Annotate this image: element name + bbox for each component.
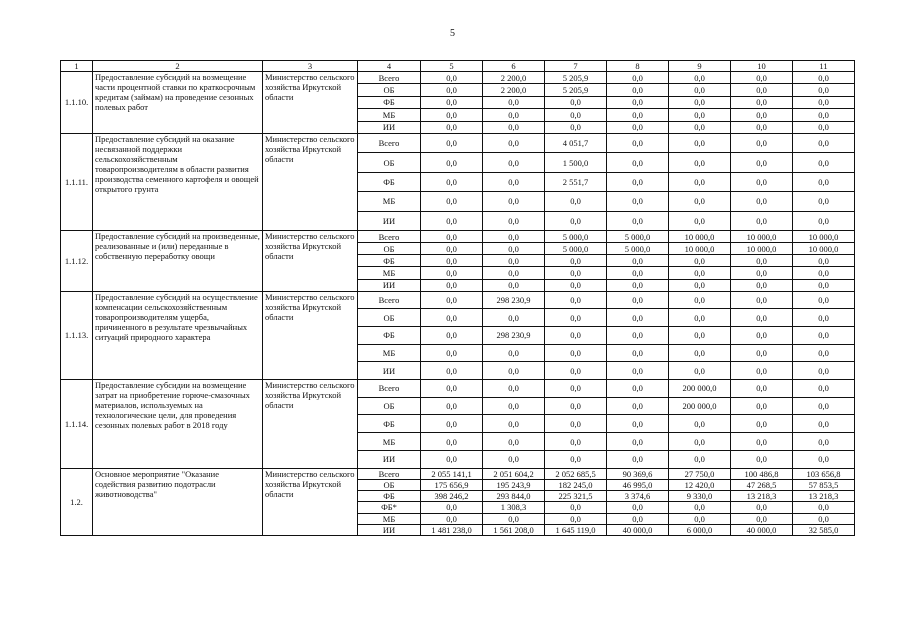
value-cell: 0,0 <box>793 192 855 211</box>
value-cell: 2 055 141,1 <box>421 468 483 479</box>
table-row <box>61 230 855 242</box>
value-cell: 0,0 <box>793 211 855 230</box>
value-cell: 0,0 <box>545 451 607 469</box>
funding-source: Всего <box>358 379 421 397</box>
value-cell: 0,0 <box>669 133 731 152</box>
value-cell: 0,0 <box>793 72 855 84</box>
value-cell: 0,0 <box>421 267 483 279</box>
table-body <box>61 72 855 536</box>
funding-source: ИИ <box>358 121 421 133</box>
value-cell: 0,0 <box>545 96 607 108</box>
value-cell: 0,0 <box>607 397 669 415</box>
value-cell: 0,0 <box>669 513 731 524</box>
executor: Министерство сельского хозяйства Иркутской области <box>263 291 358 379</box>
value-cell: 0,0 <box>607 502 669 513</box>
value-cell: 1 308,3 <box>483 502 545 513</box>
value-cell: 0,0 <box>669 96 731 108</box>
value-cell: 2 200,0 <box>483 84 545 96</box>
funding-source: ИИ <box>358 211 421 230</box>
value-cell: 0,0 <box>545 379 607 397</box>
funding-source: ОБ <box>358 84 421 96</box>
value-cell: 0,0 <box>669 309 731 327</box>
table-row <box>61 468 855 479</box>
funding-source: ОБ <box>358 309 421 327</box>
value-cell: 200 000,0 <box>669 397 731 415</box>
value-cell: 0,0 <box>793 415 855 433</box>
value-cell: 0,0 <box>607 72 669 84</box>
value-cell: 0,0 <box>669 172 731 191</box>
funding-source: ОБ <box>358 479 421 490</box>
value-cell: 0,0 <box>607 327 669 345</box>
value-cell: 0,0 <box>731 291 793 309</box>
value-cell: 0,0 <box>421 133 483 152</box>
value-cell: 90 369,6 <box>607 468 669 479</box>
funding-source: ОБ <box>358 153 421 172</box>
value-cell: 13 218,3 <box>731 491 793 502</box>
value-cell: 0,0 <box>421 415 483 433</box>
value-cell: 0,0 <box>731 121 793 133</box>
value-cell: 0,0 <box>607 309 669 327</box>
value-cell: 0,0 <box>421 433 483 451</box>
funding-source: ИИ <box>358 451 421 469</box>
value-cell: 2 051 604,2 <box>483 468 545 479</box>
value-cell: 0,0 <box>421 344 483 362</box>
col-header-2: 2 <box>93 61 263 72</box>
value-cell: 398 246,2 <box>421 491 483 502</box>
value-cell: 0,0 <box>483 309 545 327</box>
value-cell: 0,0 <box>483 279 545 291</box>
value-cell: 9 330,0 <box>669 491 731 502</box>
value-cell: 0,0 <box>669 267 731 279</box>
value-cell: 0,0 <box>731 255 793 267</box>
value-cell: 0,0 <box>545 211 607 230</box>
value-cell: 0,0 <box>545 327 607 345</box>
value-cell: 0,0 <box>545 291 607 309</box>
item-number: 1.1.10. <box>61 72 93 134</box>
value-cell: 0,0 <box>793 502 855 513</box>
value-cell: 0,0 <box>421 279 483 291</box>
value-cell: 0,0 <box>483 133 545 152</box>
value-cell: 0,0 <box>607 433 669 451</box>
value-cell: 0,0 <box>607 344 669 362</box>
funding-source: ФБ <box>358 327 421 345</box>
value-cell: 0,0 <box>545 109 607 121</box>
value-cell: 298 230,9 <box>483 327 545 345</box>
value-cell: 0,0 <box>483 362 545 380</box>
value-cell: 0,0 <box>669 502 731 513</box>
value-cell: 0,0 <box>793 397 855 415</box>
value-cell: 0,0 <box>545 121 607 133</box>
value-cell: 0,0 <box>483 267 545 279</box>
value-cell: 0,0 <box>483 397 545 415</box>
value-cell: 4 051,7 <box>545 133 607 152</box>
value-cell: 0,0 <box>545 513 607 524</box>
value-cell: 0,0 <box>669 344 731 362</box>
funding-source: ИИ <box>358 362 421 380</box>
value-cell: 0,0 <box>607 279 669 291</box>
value-cell: 0,0 <box>607 211 669 230</box>
col-header-3: 3 <box>263 61 358 72</box>
value-cell: 12 420,0 <box>669 479 731 490</box>
col-header-4: 4 <box>358 61 421 72</box>
value-cell: 0,0 <box>421 327 483 345</box>
value-cell: 0,0 <box>545 415 607 433</box>
col-header-8: 8 <box>607 61 669 72</box>
funding-source: ИИ <box>358 279 421 291</box>
value-cell: 0,0 <box>731 133 793 152</box>
value-cell: 0,0 <box>731 153 793 172</box>
value-cell: 1 500,0 <box>545 153 607 172</box>
funding-source: Всего <box>358 230 421 242</box>
value-cell: 0,0 <box>607 513 669 524</box>
executor: Министерство сельского хозяйства Иркутской области <box>263 230 358 291</box>
value-cell: 0,0 <box>545 255 607 267</box>
item-number: 1.1.13. <box>61 291 93 379</box>
value-cell: 0,0 <box>669 279 731 291</box>
value-cell: 2 200,0 <box>483 72 545 84</box>
value-cell: 5 000,0 <box>545 230 607 242</box>
funding-source: МБ <box>358 267 421 279</box>
value-cell: 0,0 <box>793 362 855 380</box>
value-cell: 57 853,5 <box>793 479 855 490</box>
value-cell: 0,0 <box>669 109 731 121</box>
value-cell: 0,0 <box>731 502 793 513</box>
value-cell: 0,0 <box>793 172 855 191</box>
value-cell: 0,0 <box>731 397 793 415</box>
value-cell: 0,0 <box>793 84 855 96</box>
value-cell: 0,0 <box>483 433 545 451</box>
value-cell: 46 995,0 <box>607 479 669 490</box>
value-cell: 0,0 <box>545 279 607 291</box>
value-cell: 0,0 <box>421 255 483 267</box>
value-cell: 0,0 <box>731 513 793 524</box>
table-row <box>61 379 855 397</box>
value-cell: 5 205,9 <box>545 84 607 96</box>
col-header-5: 5 <box>421 61 483 72</box>
value-cell: 32 585,0 <box>793 524 855 535</box>
funding-source: ФБ <box>358 255 421 267</box>
value-cell: 5 000,0 <box>607 243 669 255</box>
value-cell: 0,0 <box>421 243 483 255</box>
value-cell: 0,0 <box>607 109 669 121</box>
value-cell: 0,0 <box>483 211 545 230</box>
value-cell: 0,0 <box>607 153 669 172</box>
value-cell: 0,0 <box>731 327 793 345</box>
value-cell: 0,0 <box>731 451 793 469</box>
value-cell: 0,0 <box>731 211 793 230</box>
value-cell: 0,0 <box>421 211 483 230</box>
value-cell: 0,0 <box>669 255 731 267</box>
value-cell: 0,0 <box>669 192 731 211</box>
value-cell: 0,0 <box>421 513 483 524</box>
value-cell: 10 000,0 <box>669 230 731 242</box>
value-cell: 0,0 <box>421 121 483 133</box>
value-cell: 0,0 <box>421 192 483 211</box>
executor: Министерство сельского хозяйства Иркутской области <box>263 133 358 230</box>
value-cell: 0,0 <box>545 362 607 380</box>
value-cell: 100 486,8 <box>731 468 793 479</box>
value-cell: 13 218,3 <box>793 491 855 502</box>
value-cell: 0,0 <box>483 192 545 211</box>
value-cell: 3 374,6 <box>607 491 669 502</box>
item-number: 1.2. <box>61 468 93 535</box>
value-cell: 0,0 <box>731 84 793 96</box>
value-cell: 195 243,9 <box>483 479 545 490</box>
table-row <box>61 72 855 84</box>
item-number: 1.1.14. <box>61 379 93 468</box>
value-cell: 0,0 <box>731 379 793 397</box>
value-cell: 0,0 <box>793 121 855 133</box>
value-cell: 10 000,0 <box>793 243 855 255</box>
value-cell: 225 321,5 <box>545 491 607 502</box>
value-cell: 0,0 <box>483 96 545 108</box>
value-cell: 0,0 <box>421 172 483 191</box>
value-cell: 0,0 <box>483 451 545 469</box>
value-cell: 0,0 <box>607 267 669 279</box>
value-cell: 0,0 <box>483 415 545 433</box>
funding-source: МБ <box>358 513 421 524</box>
value-cell: 0,0 <box>731 362 793 380</box>
value-cell: 0,0 <box>731 415 793 433</box>
value-cell: 0,0 <box>731 279 793 291</box>
value-cell: 0,0 <box>607 255 669 267</box>
value-cell: 0,0 <box>607 415 669 433</box>
value-cell: 0,0 <box>483 121 545 133</box>
value-cell: 0,0 <box>669 362 731 380</box>
value-cell: 0,0 <box>793 267 855 279</box>
value-cell: 40 000,0 <box>731 524 793 535</box>
value-cell: 0,0 <box>669 153 731 172</box>
executor: Министерство сельского хозяйства Иркутской области <box>263 468 358 535</box>
value-cell: 0,0 <box>607 192 669 211</box>
value-cell: 0,0 <box>421 84 483 96</box>
value-cell: 0,0 <box>731 96 793 108</box>
value-cell: 1 561 208,0 <box>483 524 545 535</box>
value-cell: 1 645 119,0 <box>545 524 607 535</box>
value-cell: 0,0 <box>793 433 855 451</box>
value-cell: 0,0 <box>421 109 483 121</box>
funding-source: Всего <box>358 133 421 152</box>
col-header-11: 11 <box>793 61 855 72</box>
value-cell: 0,0 <box>421 72 483 84</box>
value-cell: 5 000,0 <box>607 230 669 242</box>
value-cell: 0,0 <box>421 309 483 327</box>
value-cell: 0,0 <box>669 451 731 469</box>
funding-source: Всего <box>358 468 421 479</box>
value-cell: 0,0 <box>483 109 545 121</box>
value-cell: 175 656,9 <box>421 479 483 490</box>
value-cell: 0,0 <box>483 379 545 397</box>
value-cell: 0,0 <box>793 153 855 172</box>
measure-name: Предоставление субсидий на возмещение части процентной ставки по краткосрочным кредитам (займам) на проведение сезонных полевых работ <box>93 72 263 134</box>
funding-source: МБ <box>358 192 421 211</box>
value-cell: 0,0 <box>421 502 483 513</box>
value-cell: 1 481 238,0 <box>421 524 483 535</box>
col-header-1: 1 <box>61 61 93 72</box>
value-cell: 0,0 <box>731 109 793 121</box>
value-cell: 0,0 <box>669 291 731 309</box>
value-cell: 10 000,0 <box>793 230 855 242</box>
value-cell: 0,0 <box>669 72 731 84</box>
value-cell: 0,0 <box>793 279 855 291</box>
value-cell: 0,0 <box>483 172 545 191</box>
value-cell: 0,0 <box>421 96 483 108</box>
item-number: 1.1.12. <box>61 230 93 291</box>
value-cell: 0,0 <box>421 451 483 469</box>
funding-source: ФБ <box>358 491 421 502</box>
col-header-10: 10 <box>731 61 793 72</box>
value-cell: 0,0 <box>545 502 607 513</box>
value-cell: 40 000,0 <box>607 524 669 535</box>
value-cell: 0,0 <box>793 133 855 152</box>
value-cell: 27 750,0 <box>669 468 731 479</box>
value-cell: 0,0 <box>421 379 483 397</box>
funding-source: МБ <box>358 109 421 121</box>
value-cell: 0,0 <box>793 344 855 362</box>
value-cell: 0,0 <box>607 96 669 108</box>
funding-source: ОБ <box>358 243 421 255</box>
value-cell: 0,0 <box>483 230 545 242</box>
value-cell: 0,0 <box>545 309 607 327</box>
funding-source: МБ <box>358 433 421 451</box>
value-cell: 0,0 <box>731 267 793 279</box>
value-cell: 0,0 <box>793 379 855 397</box>
value-cell: 0,0 <box>421 362 483 380</box>
value-cell: 0,0 <box>731 72 793 84</box>
page-number: 5 <box>450 28 455 39</box>
measure-name: Предоставление субсидии на возмещение затрат на приобретение горюче-смазочных материалов, используемых на технологические цели, для проведения сезонных полевых работ в 2018 году <box>93 379 263 468</box>
value-cell: 0,0 <box>793 309 855 327</box>
col-header-6: 6 <box>483 61 545 72</box>
value-cell: 0,0 <box>731 433 793 451</box>
value-cell: 0,0 <box>545 433 607 451</box>
value-cell: 0,0 <box>483 344 545 362</box>
value-cell: 0,0 <box>731 309 793 327</box>
value-cell: 0,0 <box>731 172 793 191</box>
value-cell: 0,0 <box>545 344 607 362</box>
value-cell: 10 000,0 <box>669 243 731 255</box>
value-cell: 0,0 <box>421 291 483 309</box>
value-cell: 0,0 <box>483 153 545 172</box>
value-cell: 0,0 <box>607 379 669 397</box>
col-header-9: 9 <box>669 61 731 72</box>
value-cell: 0,0 <box>793 451 855 469</box>
value-cell: 10 000,0 <box>731 243 793 255</box>
value-cell: 0,0 <box>793 291 855 309</box>
value-cell: 5 205,9 <box>545 72 607 84</box>
funding-source: ОБ <box>358 397 421 415</box>
item-number: 1.1.11. <box>61 133 93 230</box>
value-cell: 47 268,5 <box>731 479 793 490</box>
value-cell: 200 000,0 <box>669 379 731 397</box>
value-cell: 0,0 <box>793 255 855 267</box>
executor: Министерство сельского хозяйства Иркутской области <box>263 72 358 134</box>
funding-source: ИИ <box>358 524 421 535</box>
value-cell: 0,0 <box>545 397 607 415</box>
value-cell: 0,0 <box>421 230 483 242</box>
value-cell: 293 844,0 <box>483 491 545 502</box>
value-cell: 0,0 <box>669 84 731 96</box>
value-cell: 0,0 <box>669 327 731 345</box>
value-cell: 0,0 <box>545 192 607 211</box>
measure-name: Предоставление субсидий на осуществление компенсации сельскохозяйственным товаропроизводителям ущерба, причиненного в результате чрезвычайных ситуаций природного характера <box>93 291 263 379</box>
value-cell: 0,0 <box>483 243 545 255</box>
value-cell: 0,0 <box>545 267 607 279</box>
value-cell: 0,0 <box>793 513 855 524</box>
value-cell: 0,0 <box>483 513 545 524</box>
value-cell: 0,0 <box>421 153 483 172</box>
value-cell: 0,0 <box>669 211 731 230</box>
value-cell: 0,0 <box>607 451 669 469</box>
value-cell: 0,0 <box>731 192 793 211</box>
col-header-7: 7 <box>545 61 607 72</box>
value-cell: 2 052 685,5 <box>545 468 607 479</box>
funding-source: Всего <box>358 291 421 309</box>
value-cell: 2 551,7 <box>545 172 607 191</box>
funding-source: ФБ <box>358 415 421 433</box>
value-cell: 0,0 <box>669 433 731 451</box>
value-cell: 0,0 <box>483 255 545 267</box>
table-row <box>61 291 855 309</box>
table-row <box>61 133 855 152</box>
funding-source: ФБ* <box>358 502 421 513</box>
value-cell: 5 000,0 <box>545 243 607 255</box>
value-cell: 0,0 <box>669 415 731 433</box>
value-cell: 6 000,0 <box>669 524 731 535</box>
value-cell: 298 230,9 <box>483 291 545 309</box>
column-number-row <box>61 61 855 72</box>
value-cell: 0,0 <box>793 96 855 108</box>
executor: Министерство сельского хозяйства Иркутской области <box>263 379 358 468</box>
value-cell: 103 656,8 <box>793 468 855 479</box>
value-cell: 0,0 <box>793 327 855 345</box>
program-funding-table <box>60 60 855 536</box>
value-cell: 182 245,0 <box>545 479 607 490</box>
value-cell: 0,0 <box>607 84 669 96</box>
value-cell: 0,0 <box>607 291 669 309</box>
measure-name: Основное мероприятие "Оказание содействия развитию подотрасли животноводства" <box>93 468 263 535</box>
value-cell: 0,0 <box>607 133 669 152</box>
value-cell: 0,0 <box>607 121 669 133</box>
funding-source: МБ <box>358 344 421 362</box>
funding-source: ФБ <box>358 172 421 191</box>
value-cell: 0,0 <box>731 344 793 362</box>
funding-source: Всего <box>358 72 421 84</box>
funding-source: ФБ <box>358 96 421 108</box>
value-cell: 0,0 <box>607 362 669 380</box>
value-cell: 0,0 <box>669 121 731 133</box>
value-cell: 0,0 <box>421 397 483 415</box>
measure-name: Предоставление субсидий на оказание несвязанной поддержки сельскохозяйственным товаропроизводителям в области развития производства семенного картофеля и овощей открытого грунта <box>93 133 263 230</box>
measure-name: Предоставление субсидий на произведенные, реализованные и (или) переданные в собственную переработку овощи <box>93 230 263 291</box>
value-cell: 10 000,0 <box>731 230 793 242</box>
value-cell: 0,0 <box>793 109 855 121</box>
value-cell: 0,0 <box>607 172 669 191</box>
